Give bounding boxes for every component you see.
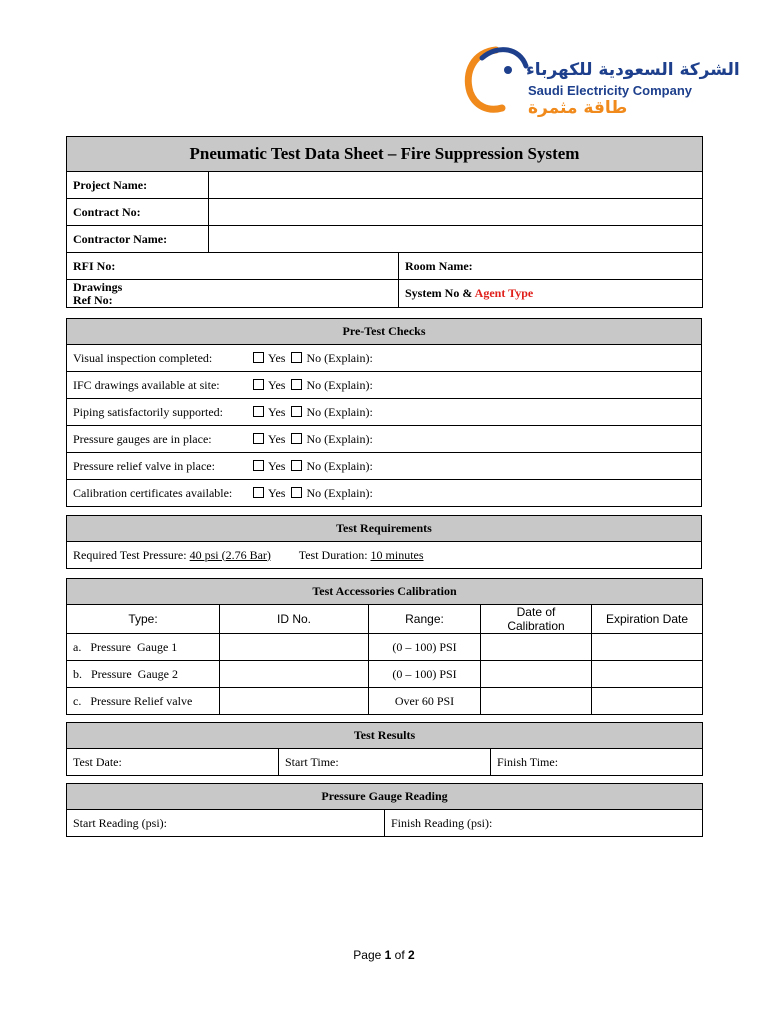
pressure-label: Required Test Pressure:	[73, 547, 190, 562]
pretest-item-label: Visual inspection completed:	[73, 350, 213, 365]
finish-time-field[interactable]	[491, 749, 703, 776]
pressure-gauge-table	[66, 783, 703, 837]
column-header-type: Type:	[67, 605, 220, 634]
range-cell: (0 – 100) PSI	[369, 661, 481, 688]
page-title: Pneumatic Test Data Sheet – Fire Suppression System	[67, 137, 703, 172]
finish-reading-field[interactable]	[385, 810, 703, 837]
contract-no-label: Contract No:	[67, 199, 209, 226]
no-checkbox[interactable]	[291, 406, 302, 417]
column-header-id: ID No.	[220, 605, 369, 634]
no-checkbox[interactable]	[291, 352, 302, 363]
project-info-table	[66, 136, 703, 308]
type-cell: c. Pressure Relief valve	[67, 688, 220, 715]
yes-label: Yes	[268, 485, 286, 500]
range-cell: Over 60 PSI	[369, 688, 481, 715]
calibration-title: Test Accessories Calibration	[67, 579, 703, 605]
logo-arabic-name: الشركة السعودية للكهرباء	[526, 60, 740, 80]
page-total: 2	[408, 948, 415, 962]
page-prefix: Page	[353, 948, 385, 962]
results-title: Test Results	[67, 723, 703, 749]
expiration-cell[interactable]	[592, 634, 703, 661]
id-cell[interactable]	[220, 634, 369, 661]
table-row	[67, 634, 703, 661]
finish-reading-label: Finish Reading (psi):	[391, 815, 493, 830]
drawings-ref-label-line1: Drawings	[73, 279, 123, 294]
pretest-title: Pre-Test Checks	[67, 319, 702, 345]
contractor-name-field[interactable]	[209, 226, 703, 253]
yes-checkbox[interactable]	[253, 352, 264, 363]
pretest-item-label: Calibration certificates available:	[73, 485, 233, 500]
contractor-name-label: Contractor Name:	[67, 226, 209, 253]
page-number	[0, 948, 768, 962]
duration-label: Test Duration:	[298, 547, 371, 562]
no-explain-label: No (Explain):	[306, 431, 373, 446]
type-cell: a. Pressure Gauge 1	[67, 634, 220, 661]
range-cell: (0 – 100) PSI	[369, 634, 481, 661]
agent-type-label: Agent Type	[474, 286, 534, 300]
yes-label: Yes	[268, 458, 286, 473]
yes-label: Yes	[268, 404, 286, 419]
expiration-cell[interactable]	[592, 688, 703, 715]
pretest-checks-table	[66, 318, 702, 507]
logo-tagline: طاقة مثمرة	[528, 98, 628, 118]
page-current: 1	[384, 948, 392, 962]
rfi-no-label: RFI No:	[73, 258, 116, 273]
no-explain-label: No (Explain):	[306, 350, 373, 365]
pretest-row	[67, 480, 702, 507]
finish-time-label: Finish Time:	[497, 754, 559, 769]
pretest-row	[67, 345, 702, 372]
test-date-label: Test Date:	[73, 754, 122, 769]
start-reading-label: Start Reading (psi):	[73, 815, 167, 830]
pressure-value: 40 psi (2.76 Bar)	[189, 547, 271, 562]
no-explain-label: No (Explain):	[306, 485, 373, 500]
date-calibration-cell[interactable]	[481, 661, 592, 688]
start-time-label: Start Time:	[285, 754, 339, 769]
room-name-label: Room Name:	[405, 258, 473, 273]
type-cell: b. Pressure Gauge 2	[67, 661, 220, 688]
start-time-field[interactable]	[279, 749, 491, 776]
pretest-row	[67, 399, 702, 426]
yes-label: Yes	[268, 431, 286, 446]
no-explain-label: No (Explain):	[306, 377, 373, 392]
id-cell[interactable]	[220, 688, 369, 715]
drawings-ref-label-line2: Ref No:	[73, 292, 113, 307]
pretest-row	[67, 426, 702, 453]
yes-checkbox[interactable]	[253, 433, 264, 444]
no-checkbox[interactable]	[291, 379, 302, 390]
test-results-table	[66, 722, 703, 776]
pretest-row	[67, 453, 702, 480]
pretest-item-label: IFC drawings available at site:	[73, 377, 220, 392]
yes-checkbox[interactable]	[253, 406, 264, 417]
requirements-title: Test Requirements	[67, 516, 702, 542]
table-row	[67, 661, 703, 688]
drawings-ref-field[interactable]	[67, 280, 399, 308]
test-date-field[interactable]	[67, 749, 279, 776]
no-checkbox[interactable]	[291, 487, 302, 498]
pretest-item-label: Piping satisfactorily supported:	[73, 404, 223, 419]
column-header-range: Range:	[369, 605, 481, 634]
logo-swoosh-icon	[462, 42, 532, 124]
yes-checkbox[interactable]	[253, 460, 264, 471]
duration-value: 10 minutes	[370, 547, 424, 562]
yes-label: Yes	[268, 377, 286, 392]
no-explain-label: No (Explain):	[306, 458, 373, 473]
project-name-label: Project Name:	[67, 172, 209, 199]
expiration-cell[interactable]	[592, 661, 703, 688]
room-name-field[interactable]	[399, 253, 703, 280]
test-requirements-table	[66, 515, 702, 569]
page-of: of	[391, 948, 409, 962]
requirements-row	[67, 542, 702, 569]
no-checkbox[interactable]	[291, 460, 302, 471]
yes-checkbox[interactable]	[253, 487, 264, 498]
pretest-item-label: Pressure relief valve in place:	[73, 458, 215, 473]
yes-label: Yes	[268, 350, 286, 365]
project-name-field[interactable]	[209, 172, 703, 199]
column-header-date-calibration: Date of Calibration	[481, 605, 592, 634]
pretest-row	[67, 372, 702, 399]
no-explain-label: No (Explain):	[306, 404, 373, 419]
company-logo	[462, 42, 740, 124]
logo-english-name: Saudi Electricity Company	[528, 83, 692, 98]
yes-checkbox[interactable]	[253, 379, 264, 390]
no-checkbox[interactable]	[291, 433, 302, 444]
id-cell[interactable]	[220, 661, 369, 688]
system-agent-field[interactable]	[399, 280, 703, 308]
table-row	[67, 688, 703, 715]
rfi-no-field[interactable]	[67, 253, 399, 280]
contract-no-field[interactable]	[209, 199, 703, 226]
date-calibration-cell[interactable]	[481, 688, 592, 715]
start-reading-field[interactable]	[67, 810, 385, 837]
calibration-table	[66, 578, 703, 715]
column-header-expiration: Expiration Date	[592, 605, 703, 634]
pretest-item-label: Pressure gauges are in place:	[73, 431, 212, 446]
system-no-label: System No &	[405, 286, 475, 300]
date-calibration-cell[interactable]	[481, 634, 592, 661]
gauge-title: Pressure Gauge Reading	[67, 784, 703, 810]
